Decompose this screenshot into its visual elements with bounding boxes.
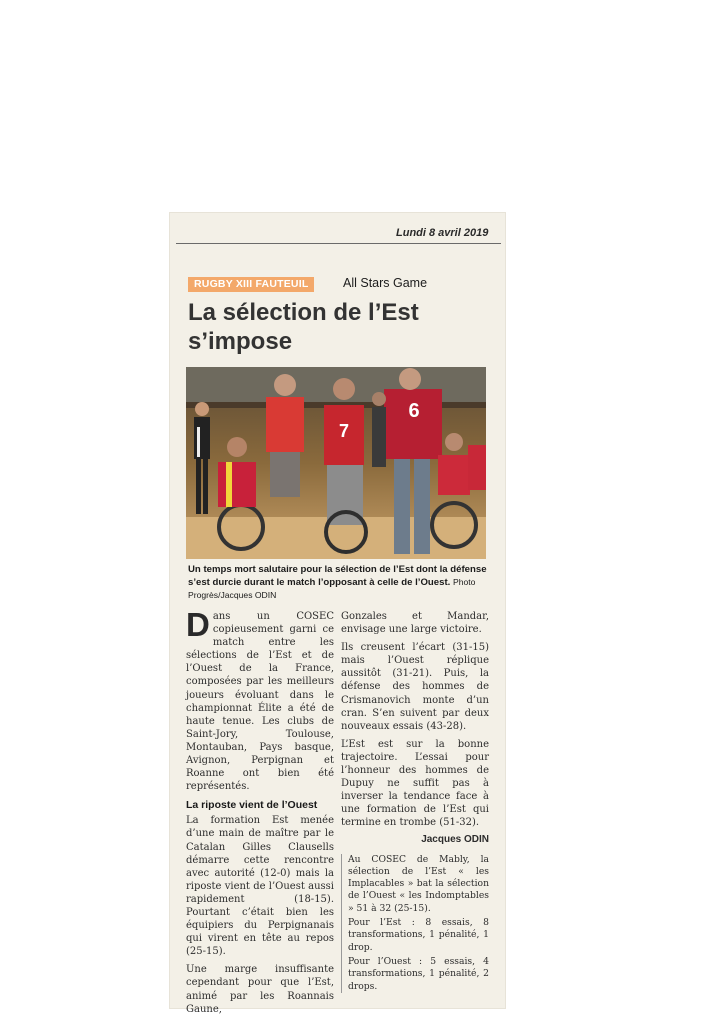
article-column-right xyxy=(341,610,489,995)
paragraph-6: L’Est est sur la bonne trajectoire. L’essai pour l’honneur des hommes de Dupuy ne suffit pas à inverser la tendance face à une formation de l’Est qui termine en trombe (51-32). xyxy=(341,738,489,829)
drop-cap: D xyxy=(186,606,210,643)
paragraph-1-text: ans un COSEC copieusement garni ce match entre les sélections de l’Est et de l’Ouest de la France, composées par les meilleurs joueurs évoluant dans le championnat Élite a été de haute tenue. Les clubs de Saint-Jory, Toulouse, Montauban, Pays basque, Avignon, Perpignan et Roanne ont bien été représentés. xyxy=(186,611,334,793)
score-box xyxy=(341,854,489,993)
author-signature: Jacques ODIN xyxy=(421,833,489,845)
article-photo xyxy=(186,367,486,559)
header-rule xyxy=(176,243,501,244)
photo-credit: Photo Progrès/Jacques ODIN xyxy=(188,577,476,601)
subheading: La riposte vient de l’Ouest xyxy=(186,799,318,812)
jersey-number-6: 6 xyxy=(408,400,420,422)
section-subtitle: All Stars Game xyxy=(343,276,428,290)
headline-line-1: La sélection de l’Est xyxy=(188,299,419,326)
headline-line-2: s’impose xyxy=(188,328,293,355)
publication-date: Lundi 8 avril 2019 xyxy=(396,227,489,239)
score-box-est: Pour l’Est : 8 essais, 8 transformations, 1 pénalité, 1 drop. xyxy=(348,917,489,953)
paragraph-1 xyxy=(186,606,334,793)
paragraph-2: La formation Est menée d’une main de maître par le Catalan Gilles Clausells démarre cette rencontre avec autorité (12-0) mais la riposte vient de l’Ouest aussi rapidement (18-15). Pourtant c’était bien les équipiers du Perpignanais qui virent en tête au repos (25-15). xyxy=(186,815,334,958)
jersey-number-7: 7 xyxy=(338,421,350,441)
headline xyxy=(188,298,488,356)
caption-text: Un temps mort salutaire pour la sélection de l’Est dont la défense s’est durcie durant le match l’opposant à celle de l’Ouest. xyxy=(188,564,487,589)
article-column-left xyxy=(186,606,334,1021)
photo-caption xyxy=(188,563,493,603)
score-box-ouest: Pour l’Ouest : 5 essais, 4 transformations, 1 pénalité, 2 drops. xyxy=(348,955,489,992)
score-box-intro: Au COSEC de Mably, la sélection de l’Est « les Implacables » bat la sélection de l’Ouest « les Indomptables » 51 à 32 (25-15). xyxy=(348,853,489,914)
wheelchair-rugby-photo xyxy=(186,367,486,559)
section-kicker: RUGBY XIII FAUTEUIL xyxy=(188,277,314,292)
paragraph-3: Une marge insuffisante cependant pour que l’Est, animé par les Roannais Gaune, xyxy=(186,964,334,1015)
paragraph-4: Gonzales et Mandar, envisage une large victoire. xyxy=(341,611,489,636)
paragraph-5: Ils creusent l’écart (31-15) mais l’Ouest réplique aussitôt (31-21). Puis, la défense des hommes de Crismanovich monte d’un cran. S’en suivent par deux nouveaux essais (43-28). xyxy=(341,642,489,732)
